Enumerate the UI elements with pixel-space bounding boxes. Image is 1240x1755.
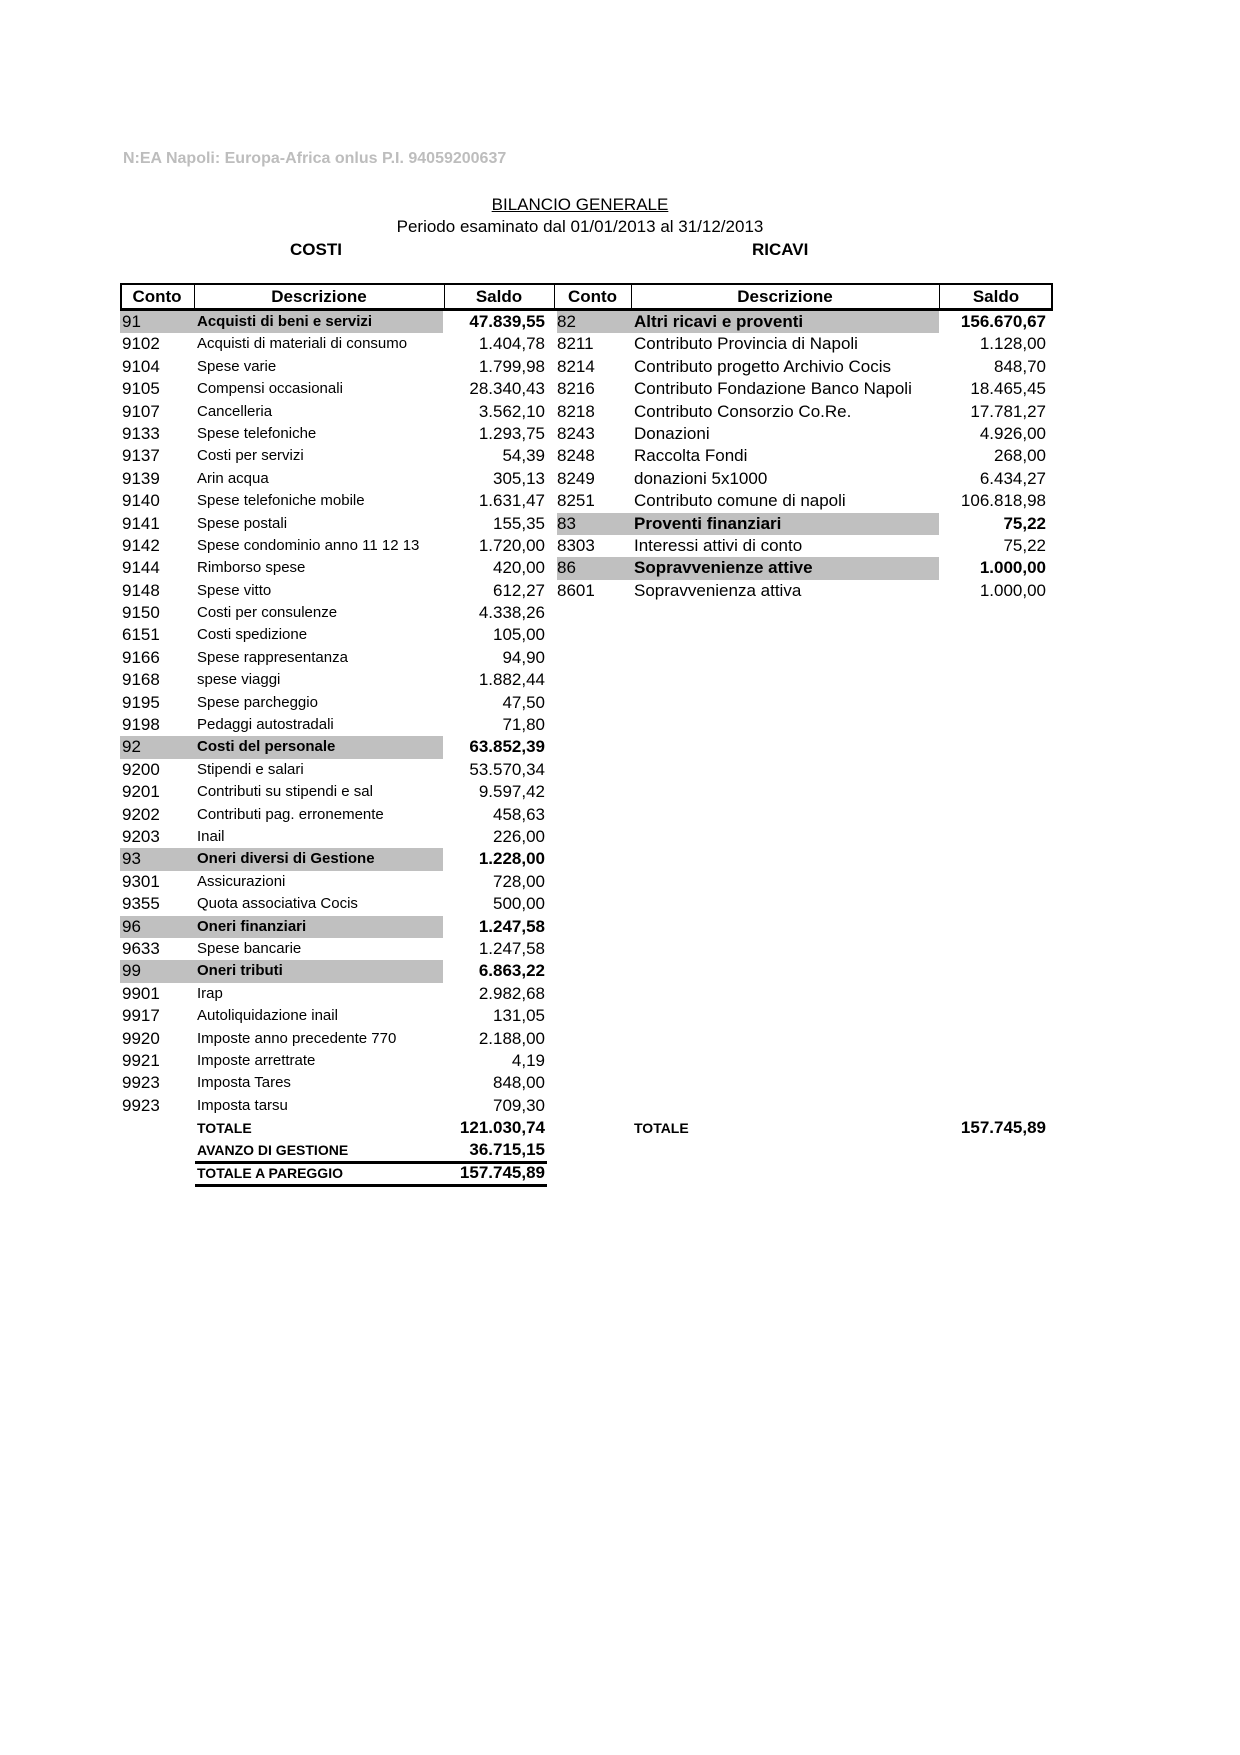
- table-row: [120, 960, 1053, 982]
- revenue-heading: RICAVI: [752, 240, 809, 259]
- table-row: [120, 624, 1053, 646]
- descrizione-costi: Spese telefoniche mobile: [197, 492, 365, 510]
- table-row: [120, 490, 1053, 512]
- saldo-costi: 9.597,42: [478, 782, 545, 802]
- descrizione-ricavi: Raccolta Fondi: [634, 446, 748, 466]
- conto-costi: 9200: [122, 759, 160, 779]
- table-row: [120, 1095, 1053, 1117]
- saldo-costi: 1.228,00: [478, 849, 545, 869]
- descrizione-ricavi: Altri ricavi e proventi: [634, 312, 804, 331]
- descrizione-costi: Contributi pag. erronemente: [197, 805, 384, 823]
- saldo-ricavi: 18.465,45: [970, 379, 1046, 399]
- conto-costi: 9105: [122, 379, 160, 399]
- descrizione-costi: Inail: [197, 827, 225, 845]
- header-saldo-ricavi: Saldo: [972, 287, 1020, 306]
- saldo-costi: 3.562,10: [478, 401, 545, 421]
- table-row: [120, 445, 1053, 467]
- descrizione-costi: Autoliquidazione inail: [197, 1007, 338, 1025]
- totale-costi-value: 121.030,74: [459, 1118, 545, 1138]
- conto-ricavi: 82: [557, 312, 576, 331]
- saldo-ricavi: 106.818,98: [960, 491, 1046, 511]
- conto-costi: 9104: [122, 356, 160, 376]
- table-row: [120, 647, 1053, 669]
- descrizione-costi: Stipendi e salari: [197, 760, 304, 778]
- descrizione-costi: Costi per servizi: [197, 447, 304, 465]
- conto-ricavi: 8249: [557, 468, 595, 488]
- conto-ricavi: 8303: [557, 535, 595, 555]
- descrizione-ricavi: Contributo progetto Archivio Cocis: [634, 356, 892, 376]
- descrizione-costi: Spese vitto: [197, 581, 272, 599]
- table-row: [120, 1005, 1053, 1027]
- conto-costi: 9355: [122, 894, 160, 914]
- descrizione-costi: Oneri tributi: [197, 962, 283, 980]
- saldo-costi: 458,63: [493, 804, 545, 824]
- saldo-costi: 2.982,68: [478, 983, 545, 1003]
- conto-ricavi: 8601: [557, 580, 595, 600]
- conto-ricavi: 8216: [557, 379, 595, 399]
- table-row: [120, 669, 1053, 691]
- descrizione-ricavi: Sopravvenienze attive: [634, 558, 813, 578]
- conto-costi: 99: [122, 961, 141, 981]
- totale-ricavi-label: TOTALE: [634, 1120, 689, 1137]
- descrizione-costi: Cancelleria: [197, 402, 273, 420]
- descrizione-costi: Compensi occasionali: [197, 380, 343, 398]
- table-row: [120, 759, 1053, 781]
- table-row: [120, 311, 1053, 333]
- saldo-costi: 94,90: [502, 647, 545, 667]
- saldo-costi: 2.188,00: [478, 1028, 545, 1048]
- conto-costi: 9203: [122, 826, 160, 846]
- conto-costi: 96: [122, 916, 141, 936]
- conto-costi: 9923: [122, 1073, 160, 1093]
- conto-costi: 91: [122, 312, 141, 331]
- saldo-costi: 4.338,26: [478, 603, 545, 623]
- conto-ricavi: 8218: [557, 401, 595, 421]
- descrizione-costi: Spese rappresentanza: [197, 648, 348, 666]
- saldo-costi: 131,05: [493, 1006, 545, 1026]
- conto-ricavi: 8211: [557, 334, 594, 354]
- table-row: [120, 401, 1053, 423]
- table-row: [120, 804, 1053, 826]
- conto-costi: 9202: [122, 804, 160, 824]
- conto-costi: 9144: [122, 558, 160, 578]
- conto-costi: 9142: [122, 535, 160, 555]
- descrizione-costi: Spese condominio anno 11 12 13: [197, 536, 420, 554]
- descrizione-costi: Spese telefoniche: [197, 424, 317, 442]
- saldo-costi: 1.293,75: [478, 423, 545, 443]
- conto-costi: 9140: [122, 491, 160, 511]
- totale-row: [120, 1117, 1053, 1139]
- descrizione-costi: Imposte anno precedente 770: [197, 1029, 397, 1047]
- pareggio-bottom-rule: [195, 1184, 547, 1187]
- saldo-costi: 420,00: [493, 558, 545, 578]
- table-row: [120, 871, 1053, 893]
- saldo-costi: 4,19: [511, 1050, 545, 1070]
- conto-costi: 9301: [122, 871, 160, 891]
- saldo-ricavi: 75,22: [1003, 535, 1046, 555]
- conto-costi: 6151: [122, 625, 160, 645]
- saldo-costi: 305,13: [493, 468, 545, 488]
- table-body: [120, 311, 1053, 1117]
- table-row: [120, 423, 1053, 445]
- saldo-costi: 612,27: [493, 580, 545, 600]
- conto-costi: 9923: [122, 1095, 160, 1115]
- saldo-costi: 1.631,47: [478, 491, 545, 511]
- conto-ricavi: 8214: [557, 356, 595, 376]
- table-header: [120, 283, 1053, 311]
- conto-costi: 9137: [122, 446, 160, 466]
- descrizione-costi: Spese varie: [197, 357, 277, 375]
- conto-costi: 9166: [122, 647, 160, 667]
- saldo-costi: 728,00: [493, 871, 545, 891]
- pareggio-value: 157.745,89: [459, 1162, 545, 1182]
- saldo-costi: 54,39: [502, 446, 545, 466]
- conto-costi: 9917: [122, 1006, 160, 1026]
- conto-costi: 9198: [122, 715, 160, 735]
- descrizione-ricavi: Donazioni: [634, 423, 710, 443]
- avanzo-value: 36.715,15: [469, 1140, 545, 1160]
- conto-costi: 9133: [122, 423, 160, 443]
- saldo-ricavi: 6.434,27: [979, 468, 1046, 488]
- table-row: [120, 1028, 1053, 1050]
- descrizione-costi: Arin acqua: [197, 469, 269, 487]
- table-row: [120, 468, 1053, 490]
- saldo-costi: 1.247,58: [478, 938, 545, 958]
- saldo-costi: 105,00: [493, 625, 545, 645]
- header-descrizione: Descrizione: [271, 287, 367, 306]
- descrizione-costi: Assicurazioni: [197, 872, 286, 890]
- saldo-ricavi: 75,22: [1003, 513, 1046, 533]
- table-row: [120, 826, 1053, 848]
- descrizione-ricavi: Contributo Fondazione Banco Napoli: [634, 379, 912, 399]
- table-row: [120, 333, 1053, 355]
- saldo-ricavi: 156.670,67: [960, 312, 1046, 331]
- saldo-costi: 28.340,43: [469, 379, 545, 399]
- descrizione-costi: Imposte arrettrate: [197, 1051, 316, 1069]
- table-row: [120, 1072, 1053, 1094]
- header-saldo: Saldo: [475, 287, 523, 306]
- conto-ricavi: 83: [557, 513, 576, 533]
- conto-costi: 92: [122, 737, 141, 757]
- saldo-costi: 155,35: [493, 513, 545, 533]
- table-row: [120, 513, 1053, 535]
- saldo-costi: 63.852,39: [469, 737, 545, 757]
- avanzo-label: AVANZO DI GESTIONE: [197, 1142, 349, 1159]
- avanzo-row: [120, 1139, 1053, 1161]
- descrizione-ricavi: donazioni 5x1000: [634, 468, 768, 488]
- pareggio-row: [120, 1162, 1053, 1184]
- saldo-ricavi: 1.128,00: [979, 334, 1046, 354]
- saldo-costi: 1.247,58: [478, 916, 545, 936]
- descrizione-costi: Pedaggi autostradali: [197, 716, 334, 734]
- saldo-costi: 1.882,44: [478, 670, 545, 690]
- descrizione-costi: Costi spedizione: [197, 626, 308, 644]
- saldo-ricavi: 848,70: [994, 356, 1046, 376]
- saldo-costi: 53.570,34: [469, 759, 545, 779]
- descrizione-costi: Oneri diversi di Gestione: [197, 850, 375, 868]
- conto-costi: 9150: [122, 603, 160, 623]
- saldo-costi: 47.839,55: [469, 312, 545, 331]
- conto-costi: 93: [122, 849, 141, 869]
- conto-ricavi: 8243: [557, 423, 595, 443]
- conto-costi: 9102: [122, 334, 160, 354]
- conto-costi: 9901: [122, 983, 160, 1003]
- descrizione-costi: spese viaggi: [197, 671, 281, 689]
- costs-heading: COSTI: [290, 240, 342, 259]
- descrizione-costi: Quota associativa Cocis: [197, 895, 358, 913]
- pareggio-label: TOTALE A PAREGGIO: [197, 1164, 343, 1181]
- descrizione-ricavi: Proventi finanziari: [634, 513, 782, 533]
- report-period: Periodo esaminato dal 01/01/2013 al 31/12/2013: [396, 217, 764, 236]
- totals-block: [120, 1117, 1053, 1184]
- conto-costi: 9139: [122, 468, 160, 488]
- descrizione-costi: Imposta Tares: [197, 1074, 291, 1092]
- conto-costi: 9921: [122, 1050, 160, 1070]
- conto-costi: 9633: [122, 938, 160, 958]
- descrizione-costi: Acquisti di materiali di consumo: [197, 335, 408, 353]
- table-row: [120, 736, 1053, 758]
- table-row: [120, 916, 1053, 938]
- table-row: [120, 893, 1053, 915]
- descrizione-costi: Oneri finanziari: [197, 917, 307, 935]
- table-row: [120, 938, 1053, 960]
- table-row: [120, 848, 1053, 870]
- conto-costi: 9201: [122, 782, 160, 802]
- descrizione-costi: Costi per consulenze: [197, 604, 338, 622]
- descrizione-ricavi: Contributo comune di napoli: [634, 491, 846, 511]
- saldo-costi: 1.404,78: [478, 334, 545, 354]
- descrizione-costi: Spese postali: [197, 514, 288, 532]
- table-row: [120, 557, 1053, 579]
- saldo-costi: 1.799,98: [478, 356, 545, 376]
- saldo-ricavi: 268,00: [994, 446, 1046, 466]
- conto-ricavi: 86: [557, 558, 576, 578]
- saldo-costi: 1.720,00: [478, 535, 545, 555]
- conto-costi: 9107: [122, 401, 160, 421]
- table-row: [120, 692, 1053, 714]
- descrizione-ricavi: Contributo Consorzio Co.Re.: [634, 401, 852, 421]
- report-title: BILANCIO GENERALE: [491, 195, 669, 214]
- descrizione-costi: Costi del personale: [197, 738, 336, 756]
- descrizione-costi: Imposta tarsu: [197, 1096, 288, 1114]
- saldo-costi: 500,00: [493, 894, 545, 914]
- descrizione-costi: Spese bancarie: [197, 939, 302, 957]
- table-row: [120, 580, 1053, 602]
- saldo-costi: 71,80: [502, 715, 545, 735]
- totale-ricavi-value: 157.745,89: [960, 1118, 1046, 1138]
- header-descrizione-ricavi: Descrizione: [737, 287, 833, 306]
- descrizione-costi: Acquisti di beni e servizi: [197, 313, 373, 330]
- table-row: [120, 535, 1053, 557]
- saldo-costi: 47,50: [502, 692, 545, 712]
- table-row: [120, 983, 1053, 1005]
- conto-costi: 9920: [122, 1028, 160, 1048]
- conto-ricavi: 8248: [557, 446, 595, 466]
- descrizione-ricavi: Interessi attivi di conto: [634, 535, 803, 555]
- table-row: [120, 1050, 1053, 1072]
- conto-costi: 9141: [122, 513, 160, 533]
- table-row: [120, 378, 1053, 400]
- table-row: [120, 356, 1053, 378]
- descrizione-ricavi: Sopravvenienza attiva: [634, 580, 802, 600]
- saldo-costi: 6.863,22: [478, 961, 545, 981]
- totale-costi-label: TOTALE: [197, 1120, 252, 1137]
- conto-costi: 9148: [122, 580, 160, 600]
- conto-costi: 9195: [122, 692, 160, 712]
- descrizione-costi: Rimborso spese: [197, 559, 306, 577]
- header-conto: Conto: [132, 287, 182, 306]
- table-row: [120, 714, 1053, 736]
- organization-header: N:EA Napoli: Europa-Africa onlus P.I. 94059200637: [123, 150, 507, 167]
- saldo-costi: 709,30: [493, 1095, 545, 1115]
- saldo-ricavi: 4.926,00: [979, 423, 1046, 443]
- conto-ricavi: 8251: [557, 491, 595, 511]
- saldo-ricavi: 1.000,00: [979, 580, 1046, 600]
- descrizione-costi: Spese parcheggio: [197, 693, 318, 711]
- saldo-costi: 848,00: [493, 1073, 545, 1093]
- saldo-ricavi: 17.781,27: [970, 401, 1046, 421]
- descrizione-costi: Contributi su stipendi e sal: [197, 783, 373, 801]
- conto-costi: 9168: [122, 670, 160, 690]
- saldo-costi: 226,00: [493, 826, 545, 846]
- descrizione-costi: Irap: [197, 984, 223, 1002]
- table-row: [120, 602, 1053, 624]
- saldo-ricavi: 1.000,00: [979, 558, 1046, 578]
- table-row: [120, 781, 1053, 803]
- header-conto-ricavi: Conto: [567, 287, 618, 306]
- balance-table: [120, 283, 1053, 1184]
- descrizione-ricavi: Contributo Provincia di Napoli: [634, 334, 858, 354]
